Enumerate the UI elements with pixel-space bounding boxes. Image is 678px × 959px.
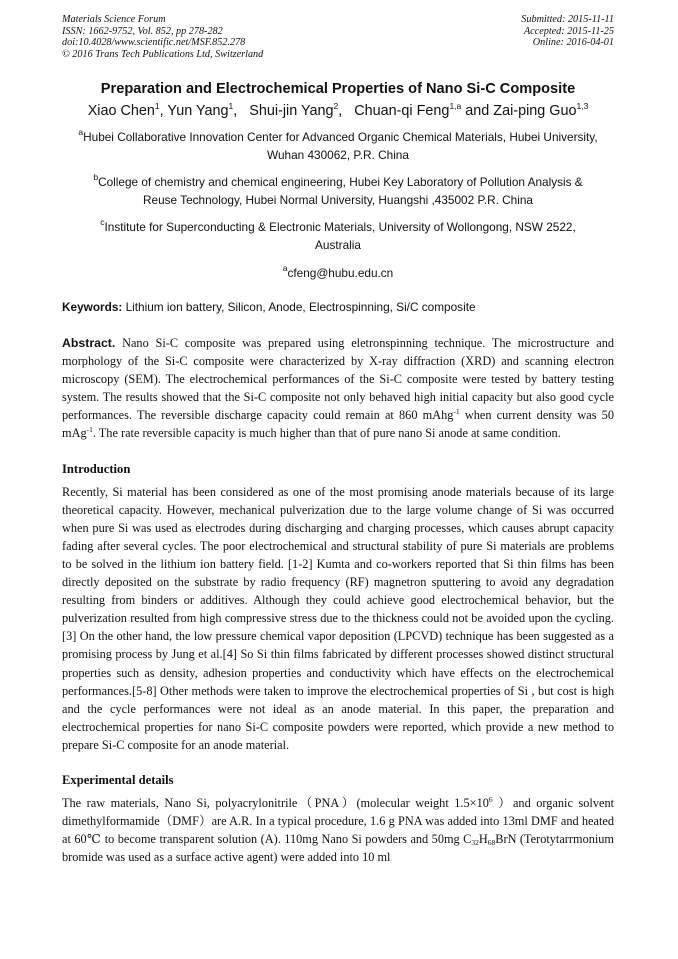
author-name: Chuan-qi Feng: [354, 103, 450, 119]
abstract-text: Nano Si-C composite was prepared using eletronspinning technique. The microstructure and morphology of the Si-C composite were characterized by X-ray diffraction (XRD) and scanning electron microscopy (SEM). The electrochemical performances of the Si-C composite were tested by battery testing system. The results showed that the Si-C composite not only behaved high initial capacity but also good cycle performances. The reversible discharge capacity could remain at 860 mAhg: [62, 336, 614, 423]
journal-copyright: © 2016 Trans Tech Publications Ltd, Switzerland: [62, 48, 264, 60]
affiliation-mark: c: [100, 217, 105, 227]
author-name: Shui-jin Yang: [249, 103, 334, 119]
affiliation-mark: a: [78, 127, 84, 137]
keywords-label: Keywords:: [62, 300, 123, 314]
author-name: Xiao Chen: [87, 103, 155, 119]
experimental-heading: Experimental details: [62, 772, 174, 787]
affiliation-mark: b: [93, 172, 99, 182]
journal-info: [62, 14, 263, 60]
author-separator: ,: [338, 103, 355, 119]
accepted-date: Accepted: 2015-11-25: [523, 25, 614, 37]
journal-issn: ISSN: 1662-9752, Vol. 852, pp 278-282: [62, 25, 223, 37]
author-list: [62, 102, 614, 120]
author-affiliation-mark: 1: [154, 101, 160, 111]
affiliation-line: Wuhan 430062, P.R. China: [267, 148, 409, 162]
experimental-text: ）and organic solvent dimethylformamide（DMF）are A.R. In a typical procedure, 1.6 g PNA was added into 13ml DMF and heated at 60℃ to become transparent solution (A). 110mg Nano Si powders and 50mg C: [62, 795, 615, 847]
experimental-subscript: 68: [487, 838, 496, 848]
abstract-label: Abstract.: [62, 336, 116, 350]
author-name: Yun Yang: [167, 103, 229, 119]
experimental-text: H: [478, 832, 488, 847]
submission-dates: [521, 14, 614, 49]
author-affiliation-mark: 1,3: [576, 101, 589, 111]
abstract-superscript: -1: [86, 425, 93, 435]
experimental-subscript: 32: [471, 838, 479, 848]
journal-header: [62, 14, 614, 64]
author-separator: and: [461, 103, 494, 119]
author-separator: ,: [233, 103, 250, 119]
abstract-text: when current density was 50 mAg: [62, 408, 614, 441]
keywords: [62, 299, 614, 315]
abstract: [62, 334, 614, 443]
submitted-date: Submitted: 2015-11-11: [521, 14, 614, 25]
corresponding-email: [62, 265, 614, 281]
paper-title: Preparation and Electrochemical Properties of Nano Si-C Composite: [100, 81, 576, 97]
author-separator: ,: [159, 103, 168, 119]
journal-doi: doi:10.4028/www.scientific.net/MSF.852.278: [62, 37, 246, 49]
author-affiliation-mark: 1: [228, 101, 234, 111]
affiliation-line: Australia: [315, 238, 361, 252]
experimental-text: The raw materials, Nano Si, polyacrylonitrile（PNA）(molecular weight 1.5×10: [62, 795, 489, 810]
author-name: Zai-ping Guo: [493, 103, 577, 119]
affiliation-a: [62, 128, 614, 164]
experimental-superscript: 6: [488, 794, 493, 804]
experimental-paragraph: [62, 794, 614, 866]
affiliation-line: Institute for Superconducting & Electronic Materials, University of Wollongong, NSW 2522,: [104, 220, 576, 234]
online-date: Online: 2016-04-01: [532, 37, 614, 49]
affiliation-line: Hubei Collaborative Innovation Center for Advanced Organic Chemical Materials, Hubei University,: [83, 130, 598, 144]
author-affiliation-mark: 1,a: [449, 101, 462, 111]
keywords-text: Lithium ion battery, Silicon, Anode, Electrospinning, Si/C composite: [122, 300, 476, 314]
experimental-text: BrN (Terotytarrmonium bromide was used as a surface active agent) were added into 10 ml: [62, 832, 614, 865]
abstract-superscript: -1: [453, 407, 460, 417]
affiliation-line: College of chemistry and chemical engineering, Hubei Key Laboratory of Pollution Analysis &: [98, 175, 583, 189]
paper-page: [62, 14, 614, 866]
email-address[interactable]: cfeng@hubu.edu.cn: [287, 266, 394, 280]
introduction-heading: Introduction: [62, 461, 131, 476]
abstract-text: . The rate reversible capacity is much higher than that of pure nano Si anode at same condition.: [92, 426, 561, 441]
affiliation-c: [62, 218, 614, 254]
email-mark: a: [282, 263, 288, 273]
affiliation-line: Reuse Technology, Hubei Normal University, Huangshi ,435002 P.R. China: [143, 193, 533, 207]
journal-name: Materials Science Forum: [62, 14, 166, 25]
affiliation-b: [62, 173, 614, 209]
author-affiliation-mark: 2: [333, 101, 339, 111]
introduction-paragraph: Recently, Si material has been considered as one of the most promising anode materials because of its large theoretical capacity. However, mechanical pulverization due to the large volume change of Si was occurred when pure Si was used as electrodes during discharging and charging processes, which causes abrupt capacity fading after several cycles. The poor electrochemical and structural stability of pure Si materials are problems to be solved in the lithium ion battery field. [1-2] Kumta and co-workers reported that Si thin films has been directly deposited on the substrate by radio frequency (RF) magnetron sputtering to avoid any degradation resulting from binders or additives. Although they could achieve good electrochemical behavior, but the pulverization resulted from high compressive stress due to the thickness could not be avoided upon the cycling.[3] On the other hand, the low pressure chemical vapor deposition (LPCVD) technique has been suggested as a promising process by Jung et al.[4] So Si thin films fabricated by different processes showed distinct structural properties such as density, adhesion properties and conductivity which have effects on the electrochemical performances.[5-8] Other methods were taken to improve the electrochemical properties of Si , but cost is high and the cycle performances were not ideal as an anode material. In this paper, the preparation and electrochemical properties for nano Si-C composite powders were reported, which provide a new method to prepare Si-C composite for an anode material.: [62, 484, 614, 752]
